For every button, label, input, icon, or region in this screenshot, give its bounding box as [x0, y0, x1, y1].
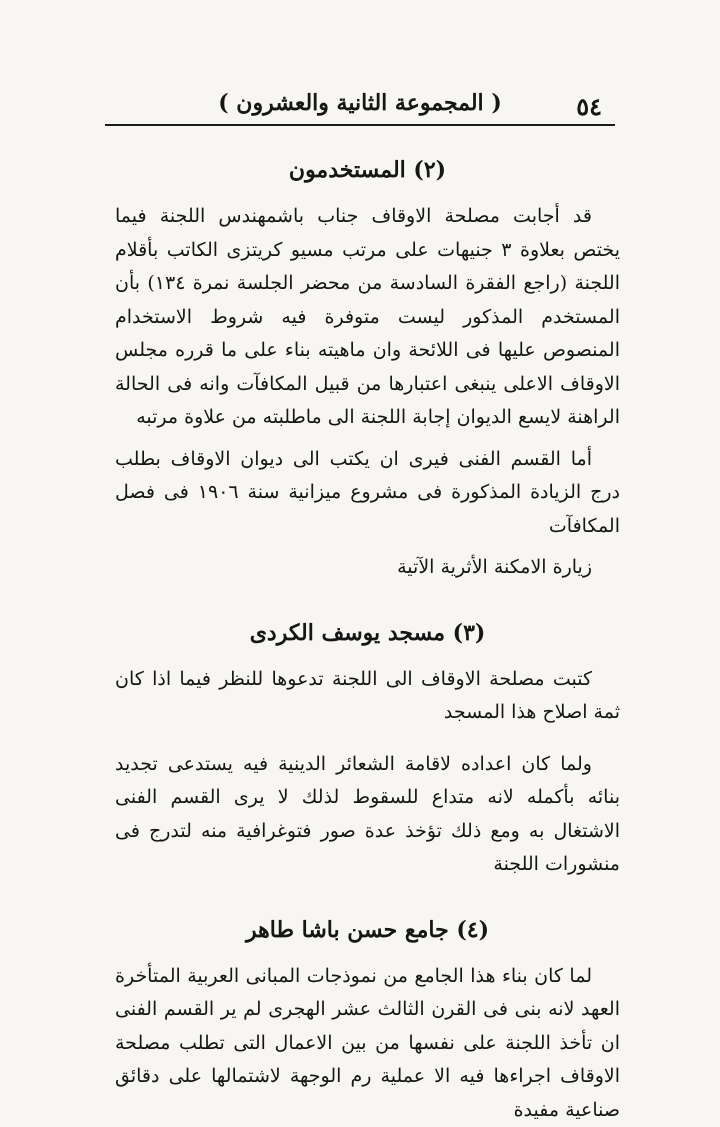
running-head: ( المجموعة الثانية والعشرون ): [110, 90, 610, 116]
paragraph: قد أجابت مصلحة الاوقاف جناب باشمهندس اللجنة فيما يختص بعلاوة ٣ جنيهات على مرتب مسيو كريتزى الكاتب بأقلام اللجنة (راجع الفقرة السادسة من محضر الجلسة نمرة ١٣٤) بأن المستخدم المذكور ليست متوفرة فيه شروط الاستخدام المنصوص عليها فى اللائحة وان ماهيته بناء على ما قرره مجلس الاوقاف الاعلى ينبغى اعتبارها من قبيل المكافآت وانه فى الحالة الراهنة لايسع الديوان إجابة اللجنة الى ماطلبته من علاوة مرتبه: [115, 200, 620, 435]
section-heading-yusuf-al-kurdi-mosque: (٣) مسجد يوسف الكردى: [115, 611, 620, 655]
paragraph: لما كان بناء هذا الجامع من نموذجات المبانى العربية المتأخرة العهد لانه بنى فى القرن الثالث عشر الهجرى لم ير القسم الفنى ان تأخذ اللجنة على نفسها من بين الاعمال التى تطلب مصلحة الاوقاف اجراءها فيه الا عملية رم الوجهة لاشتمالها على دقائق صناعية مفيدة: [115, 960, 620, 1127]
paragraph: أما القسم الفنى فيرى ان يكتب الى ديوان الاوقاف بطلب درج الزيادة المذكورة فى مشروع ميزانية سنة ١٩٠٦ فى فصل المكافآت: [115, 443, 620, 544]
page-header: [110, 86, 610, 126]
page-body: [115, 148, 620, 1127]
section-heading-hasan-pasha-tahir-mosque: (٤) جامع حسن باشا طاهر: [115, 908, 620, 952]
section-heading-employees: (٢) المستخدمون: [115, 148, 620, 192]
paragraph: كتبت مصلحة الاوقاف الى اللجنة تدعوها للنظر فيما اذا كان ثمة اصلاح هذا المسجد: [115, 663, 620, 730]
page-number: ٥٤: [576, 92, 602, 121]
paragraph: ولما كان اعداده لاقامة الشعائر الدينية فيه يستدعى تجديد بنائه بأكمله لانه متداع للسقوط لذلك لا يرى القسم الفنى الاشتغال به ومع ذلك تؤخذ عدة صور فتوغرافية منه لتدرج فى منشورات اللجنة: [115, 748, 620, 882]
paragraph: زيارة الامكنة الأثرية الآتية: [115, 551, 620, 585]
header-rule: [105, 124, 615, 126]
